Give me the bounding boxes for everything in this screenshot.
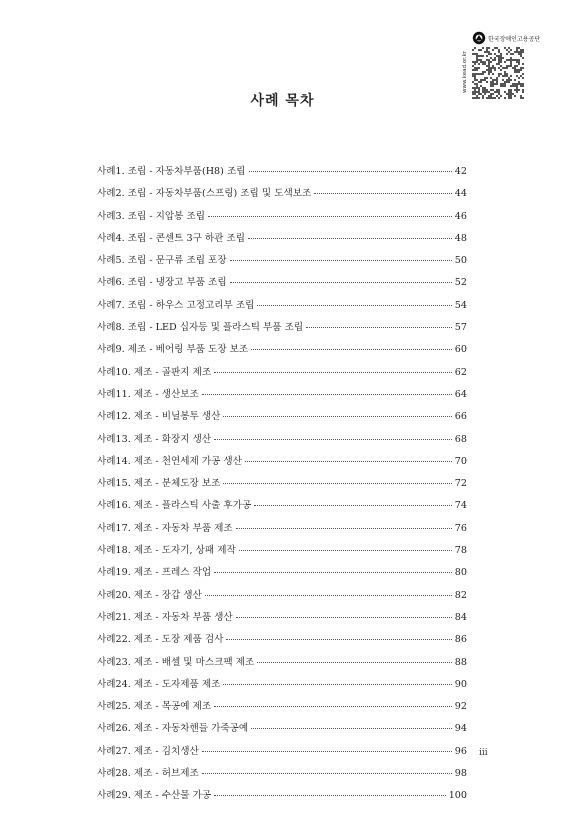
- toc-entry[interactable]: [97, 277, 467, 299]
- toc-entry-page: 94: [454, 723, 467, 735]
- toc-entry-page: 88: [454, 656, 467, 668]
- toc-entry-page: 90: [454, 678, 467, 690]
- toc-leader-dots: [257, 662, 452, 663]
- toc-entry[interactable]: [97, 166, 467, 188]
- toc-entry[interactable]: [97, 523, 467, 545]
- toc-entry-page: 96: [454, 745, 467, 757]
- toc-leader-dots: [248, 238, 452, 239]
- toc-entry-label: 사례1. 조립 - 자동차부품(H8) 조립: [97, 166, 246, 177]
- toc-entry[interactable]: [97, 389, 467, 411]
- publisher-logo-block: [462, 27, 541, 99]
- toc-entry[interactable]: [97, 255, 467, 277]
- toc-leader-dots: [254, 505, 452, 506]
- page-title: 사례 목차: [250, 93, 315, 109]
- toc-leader-dots: [251, 349, 452, 350]
- kead-logo-icon: [472, 31, 486, 45]
- toc-entry-label: 사례10. 제조 - 골판지 제조: [97, 366, 212, 378]
- toc-entry-page: 92: [454, 701, 467, 713]
- toc-entry[interactable]: [97, 478, 467, 500]
- toc-entry-label: 사례3. 조립 - 지압봉 조립: [97, 210, 206, 222]
- toc-entry-page: 70: [454, 455, 467, 467]
- toc-entry-label: 사례29. 제조 - 수산물 가공: [97, 790, 212, 802]
- toc-leader-dots: [223, 416, 451, 417]
- toc-entry-page: 57: [454, 322, 467, 334]
- toc-leader-dots: [214, 795, 446, 796]
- toc-entry-page: 52: [454, 277, 467, 289]
- toc-entry[interactable]: [97, 790, 467, 812]
- toc-entry-label: 사례24. 제조 - 도자제품 제조: [97, 678, 221, 690]
- toc-entry-label: 사례18. 제조 - 도자기, 상패 제작: [97, 545, 236, 557]
- toc-entry-page: 74: [454, 500, 467, 512]
- toc-entry[interactable]: [97, 322, 467, 344]
- toc-entry-page: 100: [448, 790, 467, 802]
- toc-entry-label: 사례20. 제조 - 장갑 생산: [97, 589, 202, 601]
- toc-leader-dots: [226, 639, 451, 640]
- table-of-contents: [97, 166, 467, 813]
- toc-entry-label: 사례14. 제조 - 천연세제 가공 생산: [97, 455, 242, 467]
- toc-leader-dots: [223, 684, 451, 685]
- toc-entry-page: 54: [454, 299, 467, 311]
- toc-entry-page: 64: [454, 388, 467, 400]
- toc-entry-page: 80: [454, 567, 467, 579]
- toc-entry-label: 사례27. 제조 - 김치생산: [97, 745, 199, 757]
- toc-entry-label: 사례25. 제조 - 목공예 제조: [97, 701, 212, 713]
- toc-entry[interactable]: [97, 701, 467, 723]
- toc-entry-page: 42: [454, 166, 467, 177]
- toc-entry-label: 사례28. 제조 - 허브제조: [97, 768, 199, 780]
- toc-leader-dots: [257, 305, 451, 306]
- toc-entry-label: 사례13. 제조 - 화장지 생산: [97, 433, 212, 445]
- toc-entry-page: 46: [454, 210, 467, 222]
- publisher-url-vertical: www.kead.or.kr: [462, 50, 468, 94]
- toc-entry-label: 사례17. 제조 - 자동차 부품 제조: [97, 522, 233, 534]
- toc-entry[interactable]: [97, 679, 467, 701]
- toc-entry-page: 86: [454, 634, 467, 646]
- toc-entry[interactable]: [97, 233, 467, 255]
- toc-entry[interactable]: [97, 211, 467, 233]
- toc-entry-label: 사례15. 제조 - 분체도장 보조: [97, 478, 221, 490]
- toc-entry[interactable]: [97, 500, 467, 522]
- toc-entry-page: 68: [454, 433, 467, 445]
- toc-leader-dots: [214, 706, 452, 707]
- toc-entry[interactable]: [97, 545, 467, 567]
- toc-entry-page: 84: [454, 611, 467, 623]
- toc-entry-label: 사례23. 제조 - 배셀 및 마스크팩 제조: [97, 656, 255, 668]
- toc-leader-dots: [306, 327, 452, 328]
- toc-entry[interactable]: [97, 300, 467, 322]
- toc-entry[interactable]: [97, 590, 467, 612]
- toc-leader-dots: [251, 728, 452, 729]
- toc-entry[interactable]: [97, 411, 467, 433]
- toc-entry-page: 60: [454, 344, 467, 356]
- toc-entry-page: 44: [454, 188, 467, 200]
- toc-entry-label: 사례8. 조립 - LED 십자등 및 플라스틱 부품 조립: [97, 322, 304, 334]
- toc-leader-dots: [314, 193, 452, 194]
- toc-entry[interactable]: [97, 768, 467, 790]
- toc-entry-page: 66: [454, 411, 467, 423]
- toc-entry[interactable]: [97, 367, 467, 389]
- toc-leader-dots: [214, 372, 452, 373]
- toc-entry[interactable]: [97, 188, 467, 210]
- toc-leader-dots: [230, 260, 452, 261]
- toc-leader-dots: [202, 394, 452, 395]
- toc-entry-label: 사례19. 제조 - 프레스 작업: [97, 567, 212, 579]
- publisher-name: 한국장애인고용공단: [488, 35, 541, 43]
- toc-entry-label: 사례2. 조립 - 자동차부품(스프링) 조립 및 도색보조: [97, 188, 312, 200]
- toc-entry-label: 사례9. 제조 - 베어링 부품 도장 보조: [97, 344, 249, 356]
- toc-leader-dots: [236, 617, 452, 618]
- toc-entry[interactable]: [97, 723, 467, 745]
- toc-entry[interactable]: [97, 634, 467, 656]
- toc-entry[interactable]: [97, 434, 467, 456]
- toc-entry-label: 사례26. 제조 - 자동차핸들 가죽공예: [97, 723, 249, 735]
- toc-leader-dots: [205, 595, 452, 596]
- toc-leader-dots: [202, 773, 452, 774]
- toc-leader-dots: [230, 282, 452, 283]
- toc-entry-label: 사례5. 조립 - 문구류 조립 포장: [97, 255, 227, 267]
- toc-entry-label: 사례22. 제조 - 도장 제품 검사: [97, 634, 224, 646]
- toc-entry-page: 48: [454, 232, 467, 244]
- toc-entry-label: 사례16. 제조 - 플라스틱 사출 후가공: [97, 500, 252, 512]
- toc-leader-dots: [202, 751, 452, 752]
- toc-entry-page: 78: [454, 545, 467, 557]
- toc-entry[interactable]: [97, 456, 467, 478]
- toc-entry-page: 76: [454, 522, 467, 534]
- toc-entry[interactable]: [97, 657, 467, 679]
- toc-entry-page: 82: [454, 589, 467, 601]
- toc-leader-dots: [214, 439, 452, 440]
- toc-leader-dots: [245, 461, 452, 462]
- toc-leader-dots: [214, 572, 452, 573]
- toc-leader-dots: [223, 483, 451, 484]
- toc-leader-dots: [208, 216, 452, 217]
- toc-entry-page: 98: [454, 768, 467, 780]
- page-number: iii: [479, 748, 488, 758]
- toc-entry-label: 사례7. 조립 - 하우스 고정고리부 조립: [97, 299, 255, 311]
- toc-entry-label: 사례11. 제조 - 생산보조: [97, 388, 199, 400]
- publisher-logo-header: [472, 31, 540, 45]
- toc-entry-label: 사례21. 제조 - 자동차 부품 생산: [97, 611, 233, 623]
- toc-entry-page: 62: [454, 366, 467, 378]
- toc-entry-label: 사례6. 조립 - 냉장고 부품 조립: [97, 277, 227, 289]
- toc-entry[interactable]: [97, 746, 467, 768]
- toc-entry[interactable]: [97, 344, 467, 366]
- toc-leader-dots: [236, 528, 452, 529]
- toc-leader-dots: [239, 550, 452, 551]
- toc-leader-dots: [249, 171, 452, 172]
- toc-entry[interactable]: [97, 567, 467, 589]
- toc-entry[interactable]: [97, 612, 467, 634]
- toc-entry-label: 사례4. 조립 - 콘센트 3구 하관 조립: [97, 232, 246, 244]
- toc-entry-label: 사례12. 제조 - 비닐봉투 생산: [97, 411, 221, 423]
- toc-entry-page: 72: [454, 478, 467, 490]
- toc-entry-page: 50: [454, 255, 467, 267]
